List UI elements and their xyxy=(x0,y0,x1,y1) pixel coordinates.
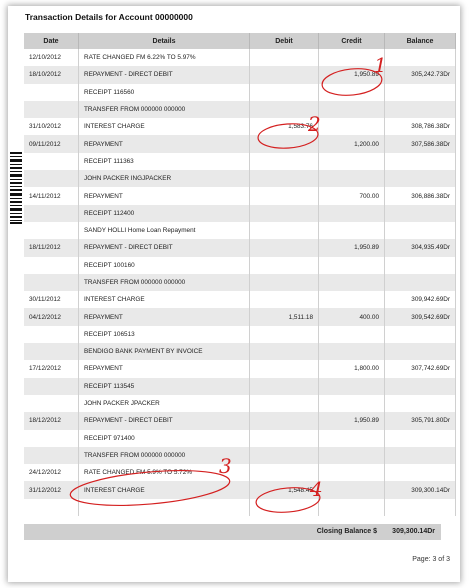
cell-date xyxy=(24,170,79,187)
annotation-number-2: 2 xyxy=(308,112,321,136)
cell-date: 04/12/2012 xyxy=(24,308,79,325)
cell-details: RECEIPT 106513 xyxy=(79,326,250,343)
cell-balance xyxy=(385,153,456,170)
page-number: Page: 3 of 3 xyxy=(412,556,450,563)
cell-date xyxy=(24,326,79,343)
cell-details: RECEIPT 100160 xyxy=(79,257,250,274)
cell-credit xyxy=(319,481,385,498)
table-row xyxy=(24,291,456,308)
cell-credit: 1,950.89 xyxy=(319,412,385,429)
header-debit: Debit xyxy=(250,33,319,49)
cell-balance xyxy=(385,430,456,447)
table-row xyxy=(24,170,456,187)
cell-credit xyxy=(319,447,385,464)
table-row xyxy=(24,464,456,481)
cell-balance xyxy=(385,257,456,274)
cell-details: REPAYMENT - DIRECT DEBIT xyxy=(79,412,250,429)
annotation-number-1: 1 xyxy=(374,53,387,77)
cell-details: REPAYMENT xyxy=(79,360,250,377)
cell-date: 17/12/2012 xyxy=(24,360,79,377)
table-row xyxy=(24,84,456,101)
cell-credit xyxy=(319,257,385,274)
cell-debit xyxy=(250,395,319,412)
cell-credit: 1,950.89 xyxy=(319,239,385,256)
cell-date xyxy=(24,343,79,360)
table-row xyxy=(24,135,456,152)
cell-details: SANDY HOLLI Home Loan Repayment xyxy=(79,222,250,239)
cell-date xyxy=(24,447,79,464)
cell-balance: 305,242.73Dr xyxy=(385,66,456,83)
cell-details: REPAYMENT xyxy=(79,187,250,204)
table-row xyxy=(24,430,456,447)
cell-details: INTEREST CHARGE xyxy=(79,291,250,308)
cell-date xyxy=(24,222,79,239)
cell-credit xyxy=(319,326,385,343)
cell-date: 18/12/2012 xyxy=(24,412,79,429)
cell-debit xyxy=(250,412,319,429)
cell-balance: 307,586.38Dr xyxy=(385,135,456,152)
cell-credit xyxy=(319,378,385,395)
cell-details: JOHN PACKER JPACKER xyxy=(79,395,250,412)
cell-date: 30/11/2012 xyxy=(24,291,79,308)
table-row xyxy=(24,447,456,464)
cell-balance xyxy=(385,84,456,101)
cell-debit xyxy=(250,326,319,343)
cell-balance xyxy=(385,378,456,395)
header-balance: Balance xyxy=(385,33,456,49)
cell-date: 12/10/2012 xyxy=(24,49,79,66)
closing-balance-bar xyxy=(24,524,441,540)
cell-debit xyxy=(250,187,319,204)
cell-credit xyxy=(319,101,385,118)
cell-debit xyxy=(250,291,319,308)
cell-balance xyxy=(385,274,456,291)
cell-details: RECEIPT 113545 xyxy=(79,378,250,395)
table-row xyxy=(24,101,456,118)
table-row xyxy=(24,395,456,412)
cell-debit xyxy=(250,430,319,447)
table-row xyxy=(24,360,456,377)
cell-debit xyxy=(250,101,319,118)
cell-credit xyxy=(319,84,385,101)
cell-details: RATE CHANGED FM 5.9% TO 5.72% xyxy=(79,464,250,481)
cell-credit xyxy=(319,118,385,135)
closing-balance-value: 309,300.14Dr xyxy=(392,528,435,535)
table-row xyxy=(24,343,456,360)
cell-date: 14/11/2012 xyxy=(24,187,79,204)
cell-details: REPAYMENT - DIRECT DEBIT xyxy=(79,66,250,83)
cell-balance xyxy=(385,205,456,222)
table-row xyxy=(24,187,456,204)
header-date: Date xyxy=(24,33,79,49)
cell-debit: 1,548.45 xyxy=(250,481,319,498)
cell-details: TRANSFER FROM 000000 000000 xyxy=(79,274,250,291)
cell-balance: 306,886.38Dr xyxy=(385,187,456,204)
cell-details: JOHN PACKER INGJPACKER xyxy=(79,170,250,187)
cell-date: 31/12/2012 xyxy=(24,481,79,498)
cell-date: 18/11/2012 xyxy=(24,239,79,256)
cell-date xyxy=(24,274,79,291)
cell-balance xyxy=(385,49,456,66)
annotation-number-4: 4 xyxy=(310,477,323,501)
table-row xyxy=(24,499,456,516)
cell-date: 24/12/2012 xyxy=(24,464,79,481)
table-row xyxy=(24,49,456,66)
cell-credit xyxy=(319,395,385,412)
barcode xyxy=(10,152,22,224)
cell-credit: 1,950.89 xyxy=(319,66,385,83)
cell-credit: 1,800.00 xyxy=(319,360,385,377)
cell-date: 31/10/2012 xyxy=(24,118,79,135)
cell-debit xyxy=(250,464,319,481)
cell-debit xyxy=(250,66,319,83)
cell-details: RECEIPT 971400 xyxy=(79,430,250,447)
cell-balance xyxy=(385,343,456,360)
cell-credit xyxy=(319,153,385,170)
cell-details: REPAYMENT xyxy=(79,135,250,152)
cell-debit xyxy=(250,360,319,377)
cell-debit xyxy=(250,205,319,222)
table-row xyxy=(24,118,456,135)
cell-credit: 400.00 xyxy=(319,308,385,325)
cell-credit xyxy=(319,205,385,222)
table-row xyxy=(24,308,456,325)
table-row xyxy=(24,481,456,498)
cell-balance xyxy=(385,222,456,239)
cell-debit xyxy=(250,222,319,239)
table-row xyxy=(24,153,456,170)
cell-details: BENDIGO BANK PAYMENT BY INVOICE xyxy=(79,343,250,360)
cell-debit: 1,583.76 xyxy=(250,118,319,135)
table-row xyxy=(24,239,456,256)
cell-credit: 700.00 xyxy=(319,187,385,204)
cell-debit xyxy=(250,343,319,360)
cell-details: INTEREST CHARGE xyxy=(79,118,250,135)
cell-credit xyxy=(319,499,385,516)
table-row xyxy=(24,257,456,274)
table-row xyxy=(24,222,456,239)
cell-date xyxy=(24,430,79,447)
table-row xyxy=(24,274,456,291)
cell-date xyxy=(24,395,79,412)
statement-title: Transaction Details for Account 00000000 xyxy=(25,12,193,22)
cell-debit xyxy=(250,239,319,256)
cell-date xyxy=(24,499,79,516)
cell-credit xyxy=(319,274,385,291)
table-row xyxy=(24,205,456,222)
cell-date xyxy=(24,378,79,395)
table-row xyxy=(24,412,456,429)
cell-debit xyxy=(250,135,319,152)
cell-date xyxy=(24,153,79,170)
cell-balance: 304,935.49Dr xyxy=(385,239,456,256)
cell-details: RECEIPT 116560 xyxy=(79,84,250,101)
cell-credit xyxy=(319,222,385,239)
cell-debit xyxy=(250,274,319,291)
cell-balance xyxy=(385,499,456,516)
cell-details: REPAYMENT xyxy=(79,308,250,325)
table-row xyxy=(24,326,456,343)
cell-date: 09/11/2012 xyxy=(24,135,79,152)
annotation-number-3: 3 xyxy=(219,454,232,478)
transactions-body xyxy=(24,49,456,516)
cell-debit xyxy=(250,447,319,464)
cell-date xyxy=(24,257,79,274)
cell-details: TRANSFER FROM 000000 000000 xyxy=(79,101,250,118)
transactions-table xyxy=(24,33,456,516)
cell-balance: 305,791.80Dr xyxy=(385,412,456,429)
cell-credit xyxy=(319,343,385,360)
cell-details: RECEIPT 112400 xyxy=(79,205,250,222)
cell-credit xyxy=(319,291,385,308)
cell-debit xyxy=(250,499,319,516)
cell-details: REPAYMENT - DIRECT DEBIT xyxy=(79,239,250,256)
table-row xyxy=(24,66,456,83)
cell-debit xyxy=(250,170,319,187)
cell-balance: 309,542.69Dr xyxy=(385,308,456,325)
cell-date xyxy=(24,101,79,118)
cell-balance xyxy=(385,464,456,481)
closing-balance-label: Closing Balance $ xyxy=(316,528,377,535)
cell-balance: 309,942.69Dr xyxy=(385,291,456,308)
cell-credit xyxy=(319,170,385,187)
cell-balance xyxy=(385,395,456,412)
cell-debit xyxy=(250,153,319,170)
cell-debit xyxy=(250,378,319,395)
cell-balance: 307,742.69Dr xyxy=(385,360,456,377)
header-details: Details xyxy=(79,33,250,49)
header-credit: Credit xyxy=(319,33,385,49)
cell-details: TRANSFER FROM 000000 000000 xyxy=(79,447,250,464)
cell-balance xyxy=(385,447,456,464)
cell-debit: 1,511.18 xyxy=(250,308,319,325)
cell-debit xyxy=(250,49,319,66)
cell-credit: 1,200.00 xyxy=(319,135,385,152)
cell-date xyxy=(24,205,79,222)
cell-credit xyxy=(319,49,385,66)
cell-debit xyxy=(250,257,319,274)
cell-balance xyxy=(385,170,456,187)
table-row xyxy=(24,378,456,395)
table-header-row xyxy=(24,33,456,49)
cell-date xyxy=(24,84,79,101)
cell-date: 18/10/2012 xyxy=(24,66,79,83)
cell-details: RECEIPT 111363 xyxy=(79,153,250,170)
cell-details: RATE CHANGED FM 6.22% TO 5.97% xyxy=(79,49,250,66)
cell-credit xyxy=(319,430,385,447)
cell-balance xyxy=(385,326,456,343)
cell-debit xyxy=(250,84,319,101)
cell-balance: 309,300.14Dr xyxy=(385,481,456,498)
cell-credit xyxy=(319,464,385,481)
cell-details: INTEREST CHARGE xyxy=(79,481,250,498)
cell-details xyxy=(79,499,250,516)
cell-balance xyxy=(385,101,456,118)
cell-balance: 308,786.38Dr xyxy=(385,118,456,135)
